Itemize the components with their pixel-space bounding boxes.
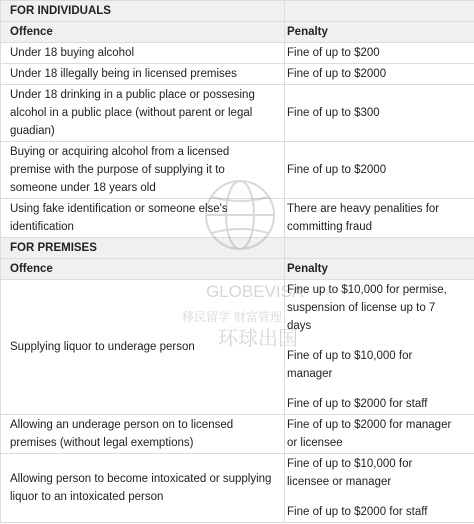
- penalty-cell: [285, 199, 474, 238]
- cell-text: Fine of up to $300: [287, 107, 380, 119]
- cell-text: Fine of up to $2000 for staff: [287, 398, 428, 410]
- cell-text: premise with the purpose of supplying it to: [10, 164, 225, 176]
- column-header-offence: Offence: [1, 22, 285, 43]
- cell-text: alcohol in a public place (without parent or legal: [10, 107, 253, 119]
- table-row: [1, 43, 474, 64]
- cell-text: There are heavy penalities for: [287, 203, 440, 215]
- cell-text: Fine of up to $2000 for manager: [287, 419, 452, 431]
- cell-text: Using fake identification or someone else's: [10, 203, 228, 215]
- cell-text: Fine of up to $10,000 for: [287, 350, 413, 362]
- cell-text: Fine of up to $2000 for staff: [287, 506, 428, 518]
- cell-text: Fine of up to $2000: [287, 68, 387, 80]
- cell-text: guadian): [10, 125, 55, 137]
- table-row: [1, 85, 474, 142]
- cell-text: Allowing an underage person on to licensed: [10, 419, 234, 431]
- cell-text: someone under 18 years old: [10, 182, 156, 194]
- offence-cell: [1, 85, 285, 142]
- penalty-cell: [285, 142, 474, 199]
- watermark-tagline: 移民留学 财富管理: [182, 310, 282, 324]
- offence-cell: [1, 415, 285, 454]
- watermark-name: 环球出国: [218, 326, 298, 350]
- offence-cell: [1, 280, 285, 415]
- cell-text: Buying or acquiring alcohol from a licensed: [10, 146, 230, 158]
- table-row: [1, 454, 474, 523]
- section-title: FOR PREMISES: [1, 238, 285, 259]
- cell-text: liquor to an intoxicated person: [10, 491, 164, 503]
- cell-text: identification: [10, 221, 74, 233]
- cell-text: Allowing person to become intoxicated or supplying: [10, 473, 272, 485]
- cell-text: suspension of license up to 7: [287, 302, 436, 314]
- table-row: [1, 64, 474, 85]
- table-row: [1, 199, 474, 238]
- section-title-row: [1, 238, 474, 259]
- cell-text: Supplying liquor to underage person: [10, 341, 195, 353]
- penalty-cell: [285, 415, 474, 454]
- section-title-row: [1, 1, 474, 22]
- table-row: [1, 280, 474, 415]
- column-header-row: [1, 22, 474, 43]
- cell-text: manager: [287, 368, 333, 380]
- table-row: [1, 415, 474, 454]
- offence-cell: [1, 454, 285, 523]
- offence-cell: [1, 64, 285, 85]
- cell-text: Under 18 drinking in a public place or possesing: [10, 89, 255, 101]
- penalty-cell: [285, 454, 474, 523]
- penalty-cell: [285, 280, 474, 415]
- offence-cell: [1, 142, 285, 199]
- table-row: [1, 142, 474, 199]
- cell-text: Fine up to $10,000 for permise,: [287, 284, 447, 296]
- column-header-penalty: Penalty: [285, 259, 474, 280]
- offence-cell: [1, 43, 285, 64]
- cell-text: Fine of up to $200: [287, 47, 380, 59]
- column-header-row: [1, 259, 474, 280]
- penalty-cell: [285, 85, 474, 142]
- cell-text: Fine of up to $10,000 for: [287, 458, 413, 470]
- offence-cell: [1, 199, 285, 238]
- column-header-penalty: Penalty: [285, 22, 474, 43]
- cell-text: Under 18 illegally being in licensed premises: [10, 68, 237, 80]
- cell-text: licensee or manager: [287, 476, 392, 488]
- cell-text: days: [287, 320, 312, 332]
- penalty-cell: [285, 64, 474, 85]
- cell-text: or licensee: [287, 437, 343, 449]
- cell-text: Under 18 buying alcohol: [10, 47, 135, 59]
- column-header-offence: Offence: [1, 259, 285, 280]
- cell-text: premises (without legal exemptions): [10, 437, 194, 449]
- cell-text: committing fraud: [287, 221, 373, 233]
- watermark-brand: GLOBEVISA: [206, 282, 304, 301]
- penalty-cell: [285, 43, 474, 64]
- cell-text: Fine of up to $2000: [287, 164, 387, 176]
- section-title: FOR INDIVIDUALS: [1, 1, 285, 22]
